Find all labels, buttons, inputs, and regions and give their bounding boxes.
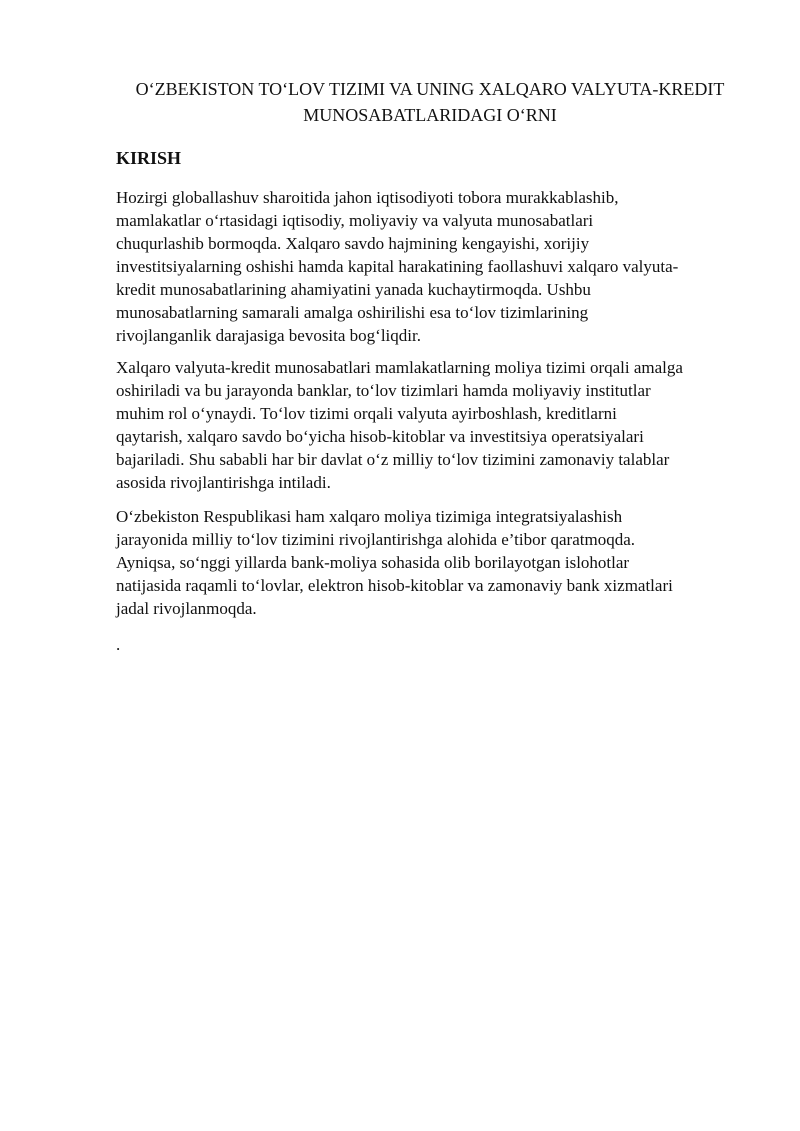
paragraph-line: Ayniqsa, so‘nggi yillarda bank-moliya sohasida olib borilayotgan islohotlar	[116, 553, 630, 572]
paragraph-line: asosida rivojlantirishga intiladi.	[116, 473, 331, 492]
section-heading: KIRISH	[116, 148, 182, 168]
paragraph-line: qaytarish, xalqaro savdo bo‘yicha hisob-kitoblar va investitsiya operatsiyalari	[116, 427, 644, 446]
paragraph-line: bajariladi. Shu sababli har bir davlat o‘z milliy to‘lov tizimini zamonaviy talablar	[116, 450, 670, 469]
paragraph-1	[116, 186, 746, 347]
paragraph-line: mamlakatlar o‘rtasidagi iqtisodiy, moliyaviy va valyuta munosabatlari	[116, 211, 594, 230]
title-line: O‘ZBEKISTON TO‘LOV TIZIMI VA UNING XALQARO VALYUTA-KREDIT	[135, 79, 725, 99]
paragraph-line: jarayonida milliy to‘lov tizimini rivojlantirishga alohida e’tibor qaratmoqda.	[116, 530, 636, 549]
document-title	[100, 76, 760, 128]
paragraph-3	[116, 505, 746, 620]
paragraph-line: chuqurlashib bormoqda. Xalqaro savdo hajmining kengayishi, xorijiy	[116, 234, 590, 253]
paragraph-line: muhim rol o‘ynaydi. To‘lov tizimi orqali valyuta ayirboshlash, kreditlarni	[116, 404, 617, 423]
trailing-period: .	[116, 635, 121, 654]
paragraph-line: investitsiyalarning oshishi hamda kapital harakatining faollashuvi xalqaro valyuta-	[116, 257, 679, 276]
paragraph-line: munosabatlarning samarali amalga oshirilishi esa to‘lov tizimlarining	[116, 303, 589, 322]
paragraph-line: Xalqaro valyuta-kredit munosabatlari mamlakatlarning moliya tizimi orqali amalga	[116, 358, 683, 377]
title-line: MUNOSABATLARIDAGI O‘RNI	[303, 105, 557, 125]
paragraph-line: natijasida raqamli to‘lovlar, elektron hisob-kitoblar va zamonaviy bank xizmatlari	[116, 576, 673, 595]
paragraph-line: rivojlanganlik darajasiga bevosita bog‘liqdir.	[116, 326, 421, 345]
paragraph-line: Hozirgi globallashuv sharoitida jahon iqtisodiyoti tobora murakkablashib,	[116, 188, 619, 207]
paragraph-line: oshiriladi va bu jarayonda banklar, to‘lov tizimlari hamda moliyaviy institutlar	[116, 381, 651, 400]
paragraph-2	[116, 356, 746, 494]
paragraph-line: kredit munosabatlarining ahamiyatini yanada kuchaytirmoqda. Ushbu	[116, 280, 591, 299]
paragraph-line: jadal rivojlanmoqda.	[116, 599, 257, 618]
paragraph-line: O‘zbekiston Respublikasi ham xalqaro moliya tizimiga integratsiyalashish	[116, 507, 623, 526]
